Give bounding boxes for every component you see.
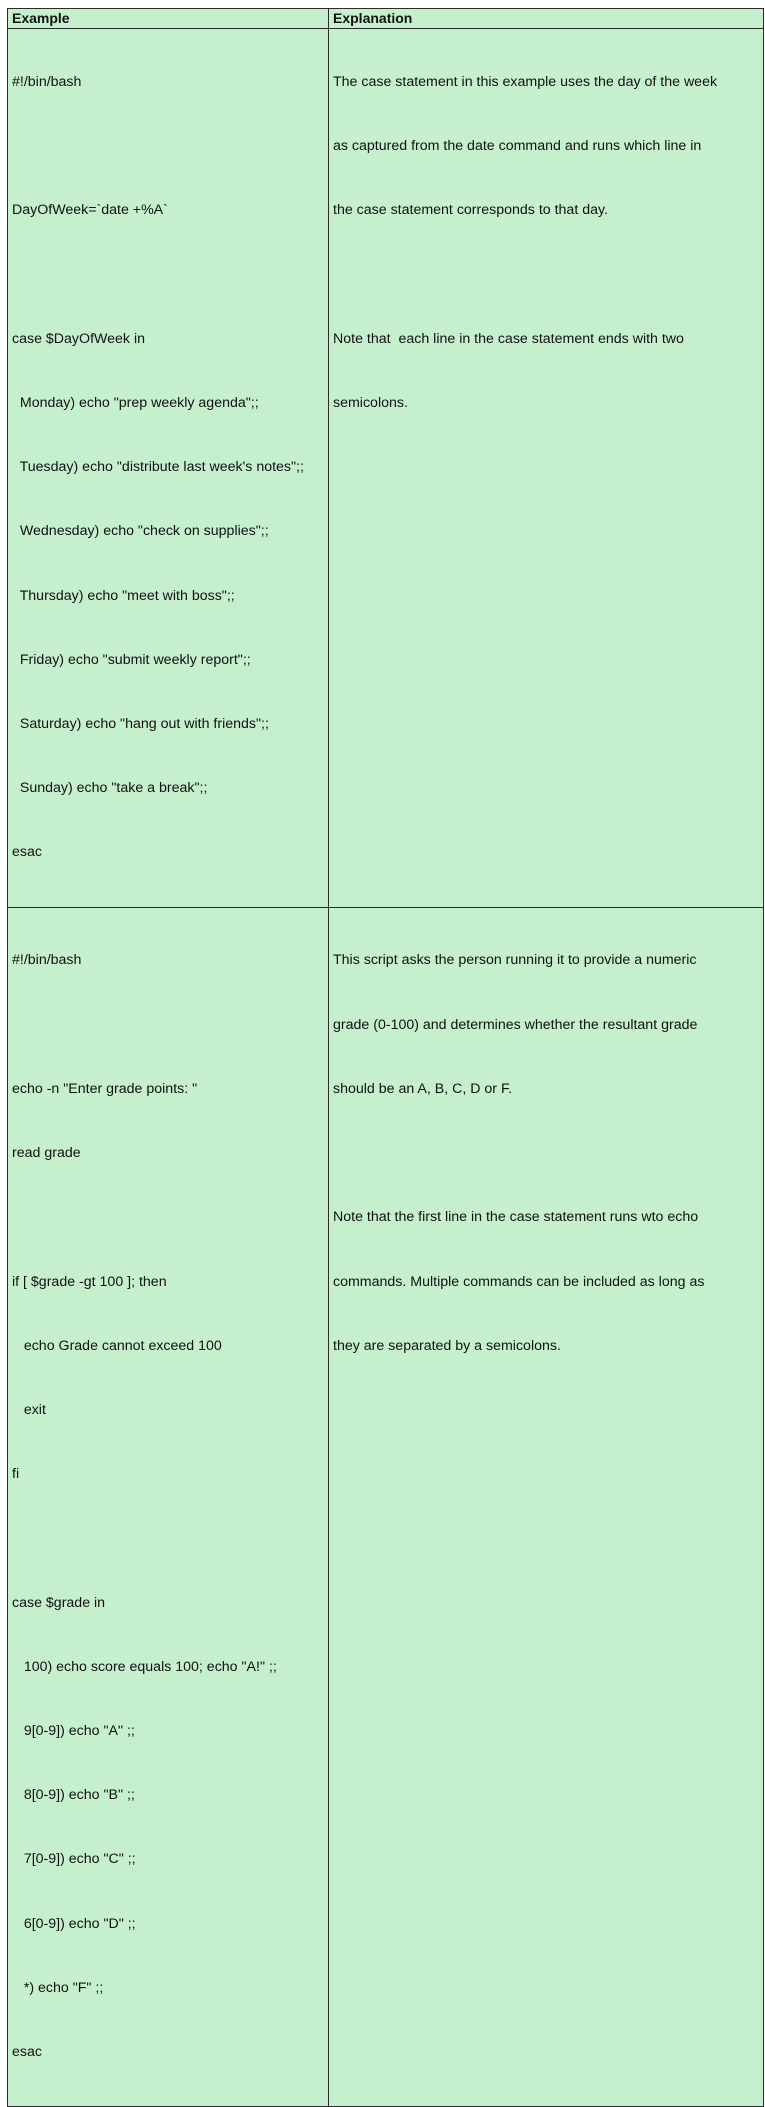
spreadsheet-grid — [7, 8, 763, 2061]
text-line — [333, 264, 759, 285]
code-line: esac — [12, 2044, 42, 2061]
explanation-text — [333, 908, 759, 1400]
text-line: as captured from the date command and runs which line in — [333, 138, 702, 155]
header-cell-example[interactable]: Example — [8, 9, 329, 29]
code-block — [12, 29, 324, 907]
header-row — [8, 9, 764, 29]
text-line: The case statement in this example uses the day of the week — [333, 73, 718, 90]
header-cell-explanation[interactable]: Explanation — [329, 9, 764, 29]
code-line: esac — [12, 844, 42, 861]
code-line: #!/bin/bash — [12, 952, 82, 969]
code-line — [12, 1207, 324, 1228]
code-line: Thursday) echo "meet with boss";; — [12, 587, 235, 604]
text-line: Note that each line in the case statement ends with two — [333, 330, 684, 347]
explanation-cell[interactable] — [329, 29, 764, 908]
code-line — [12, 1015, 324, 1036]
code-line — [12, 1528, 324, 1549]
text-line — [333, 1143, 759, 1164]
code-line: Tuesday) echo "distribute last week's notes";; — [12, 459, 304, 476]
code-line: 9[0-9]) echo "A" ;; — [12, 1723, 135, 1740]
example-cell[interactable] — [8, 907, 329, 2107]
code-line: echo -n "Enter grade points: " — [12, 1080, 198, 1097]
explanation-text — [333, 29, 759, 457]
code-line — [12, 264, 324, 285]
code-line: Friday) echo "submit weekly report";; — [12, 651, 251, 668]
code-line: echo Grade cannot exceed 100 — [12, 1337, 222, 1354]
table-row — [8, 29, 764, 908]
code-line: #!/bin/bash — [12, 73, 82, 90]
text-line: grade (0-100) and determines whether the resultant grade — [333, 1016, 698, 1033]
table-row — [8, 907, 764, 2107]
code-line: if [ $grade -gt 100 ]; then — [12, 1273, 167, 1290]
code-line: fi — [12, 1466, 20, 1483]
text-line: the case statement corresponds to that day. — [333, 202, 608, 219]
code-line: 6[0-9]) echo "D" ;; — [12, 1915, 136, 1932]
code-line: 100) echo score equals 100; echo "A!" ;; — [12, 1658, 277, 1675]
code-line: exit — [12, 1401, 46, 1418]
code-line: case $DayOfWeek in — [12, 330, 146, 347]
text-line: should be an A, B, C, D or F. — [333, 1080, 513, 1097]
code-line: case $grade in — [12, 1594, 106, 1611]
code-line: 7[0-9]) echo "C" ;; — [12, 1851, 136, 1868]
code-line — [12, 136, 324, 157]
text-line: commands. Multiple commands can be included as long as — [333, 1273, 705, 1290]
code-line: Wednesday) echo "check on supplies";; — [12, 523, 269, 540]
code-line: *) echo "F" ;; — [12, 1979, 104, 1996]
code-line: read grade — [12, 1145, 81, 1162]
code-line: Saturday) echo "hang out with friends";; — [12, 715, 269, 732]
code-line: Sunday) echo "take a break";; — [12, 780, 208, 797]
text-line: This script asks the person running it to provide a numeric — [333, 952, 697, 969]
text-line: they are separated by a semicolons. — [333, 1337, 561, 1354]
code-line: Monday) echo "prep weekly agenda";; — [12, 394, 259, 411]
text-line: Note that the first line in the case statement runs wto echo — [333, 1209, 699, 1226]
example-cell[interactable] — [8, 29, 329, 908]
code-line: DayOfWeek=`date +%A` — [12, 202, 168, 219]
code-line: 8[0-9]) echo "B" ;; — [12, 1787, 135, 1804]
examples-table — [7, 8, 764, 2107]
explanation-cell[interactable] — [329, 907, 764, 2107]
code-block — [12, 908, 324, 2107]
text-line: semicolons. — [333, 394, 408, 411]
